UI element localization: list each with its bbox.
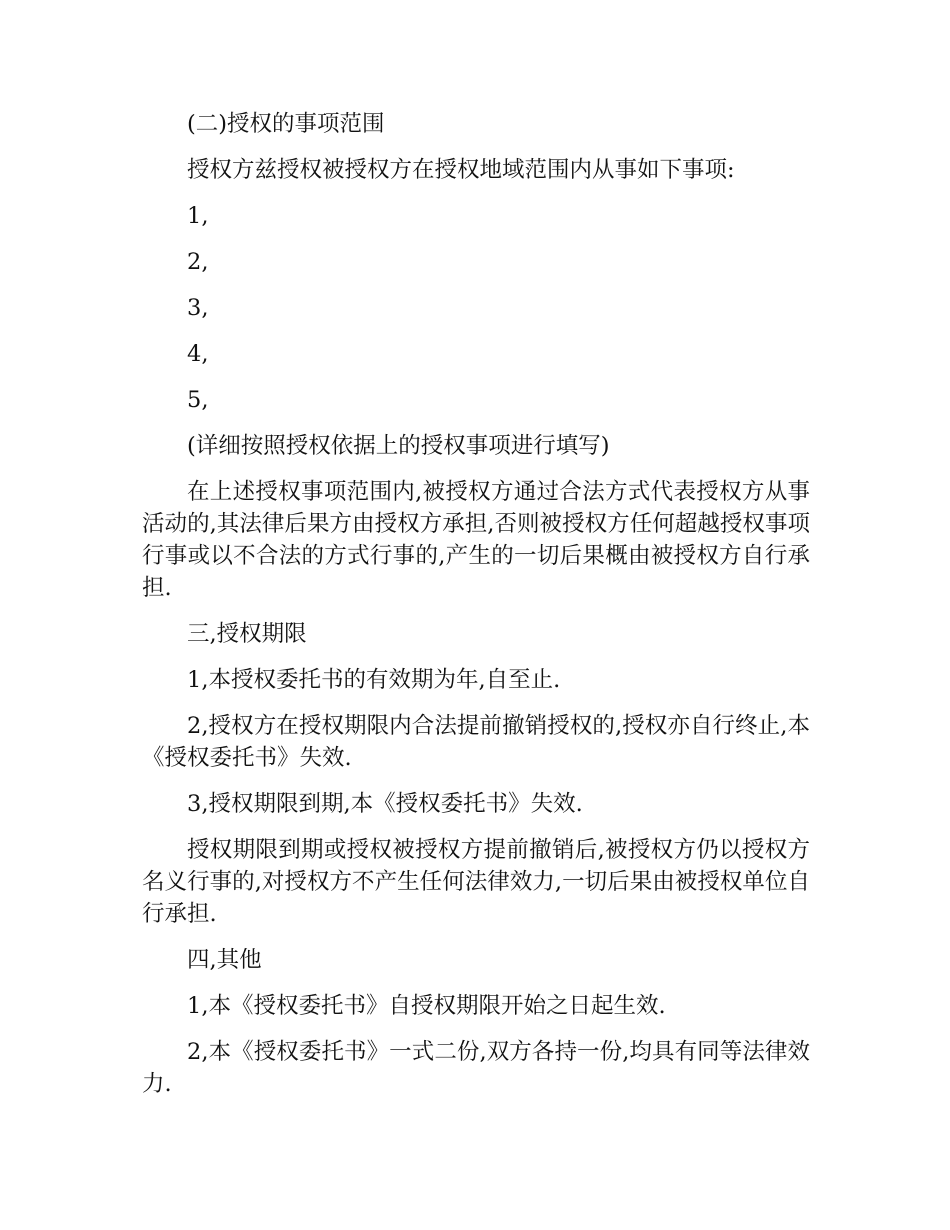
authorization-intro: 授权方兹授权被授权方在授权地域范围内从事如下事项:: [187, 157, 735, 183]
section-heading-other: 四,其他: [187, 947, 262, 973]
document-page: [142, 108, 810, 1114]
matter-item-1: 1,: [187, 203, 209, 229]
term-clause-3: 3,授权期限到期,本《授权委托书》失效.: [187, 791, 583, 817]
matter-item-2: 2,: [187, 249, 209, 275]
term-expiry-paragraph: 授权期限到期或授权被授权方提前撤销后,被授权方仍以授权方名义行事的,对授权方不产生任何法律效力,一切后果由被授权单位自行承担.: [142, 837, 810, 927]
matter-item-3: 3,: [187, 295, 209, 321]
term-clause-2: 2,授权方在授权期限内合法提前撤销授权的,授权亦自行终止,本《授权委托书》失效.: [142, 713, 810, 771]
section-heading-authorized-matters: (二)授权的事项范围: [187, 111, 385, 137]
other-clause-1: 1,本《授权委托书》自授权期限开始之日起生效.: [187, 993, 666, 1019]
other-clause-2: 2,本《授权委托书》一式二份,双方各持一份,均具有同等法律效力.: [142, 1039, 810, 1097]
fill-in-note: (详细按照授权依据上的授权事项进行填写): [187, 433, 610, 459]
legal-consequence-paragraph: 在上述授权事项范围内,被授权方通过合法方式代表授权方从事活动的,其法律后果方由授权方承担,否则被授权方任何超越授权事项行事或以不合法的方式行事的,产生的一切后果概由被授权方自行承担.: [142, 479, 810, 601]
term-clause-1: 1,本授权委托书的有效期为年,自至止.: [187, 667, 561, 693]
section-heading-term: 三,授权期限: [187, 621, 307, 647]
matter-item-4: 4,: [187, 341, 209, 367]
matter-item-5: 5,: [187, 387, 209, 413]
